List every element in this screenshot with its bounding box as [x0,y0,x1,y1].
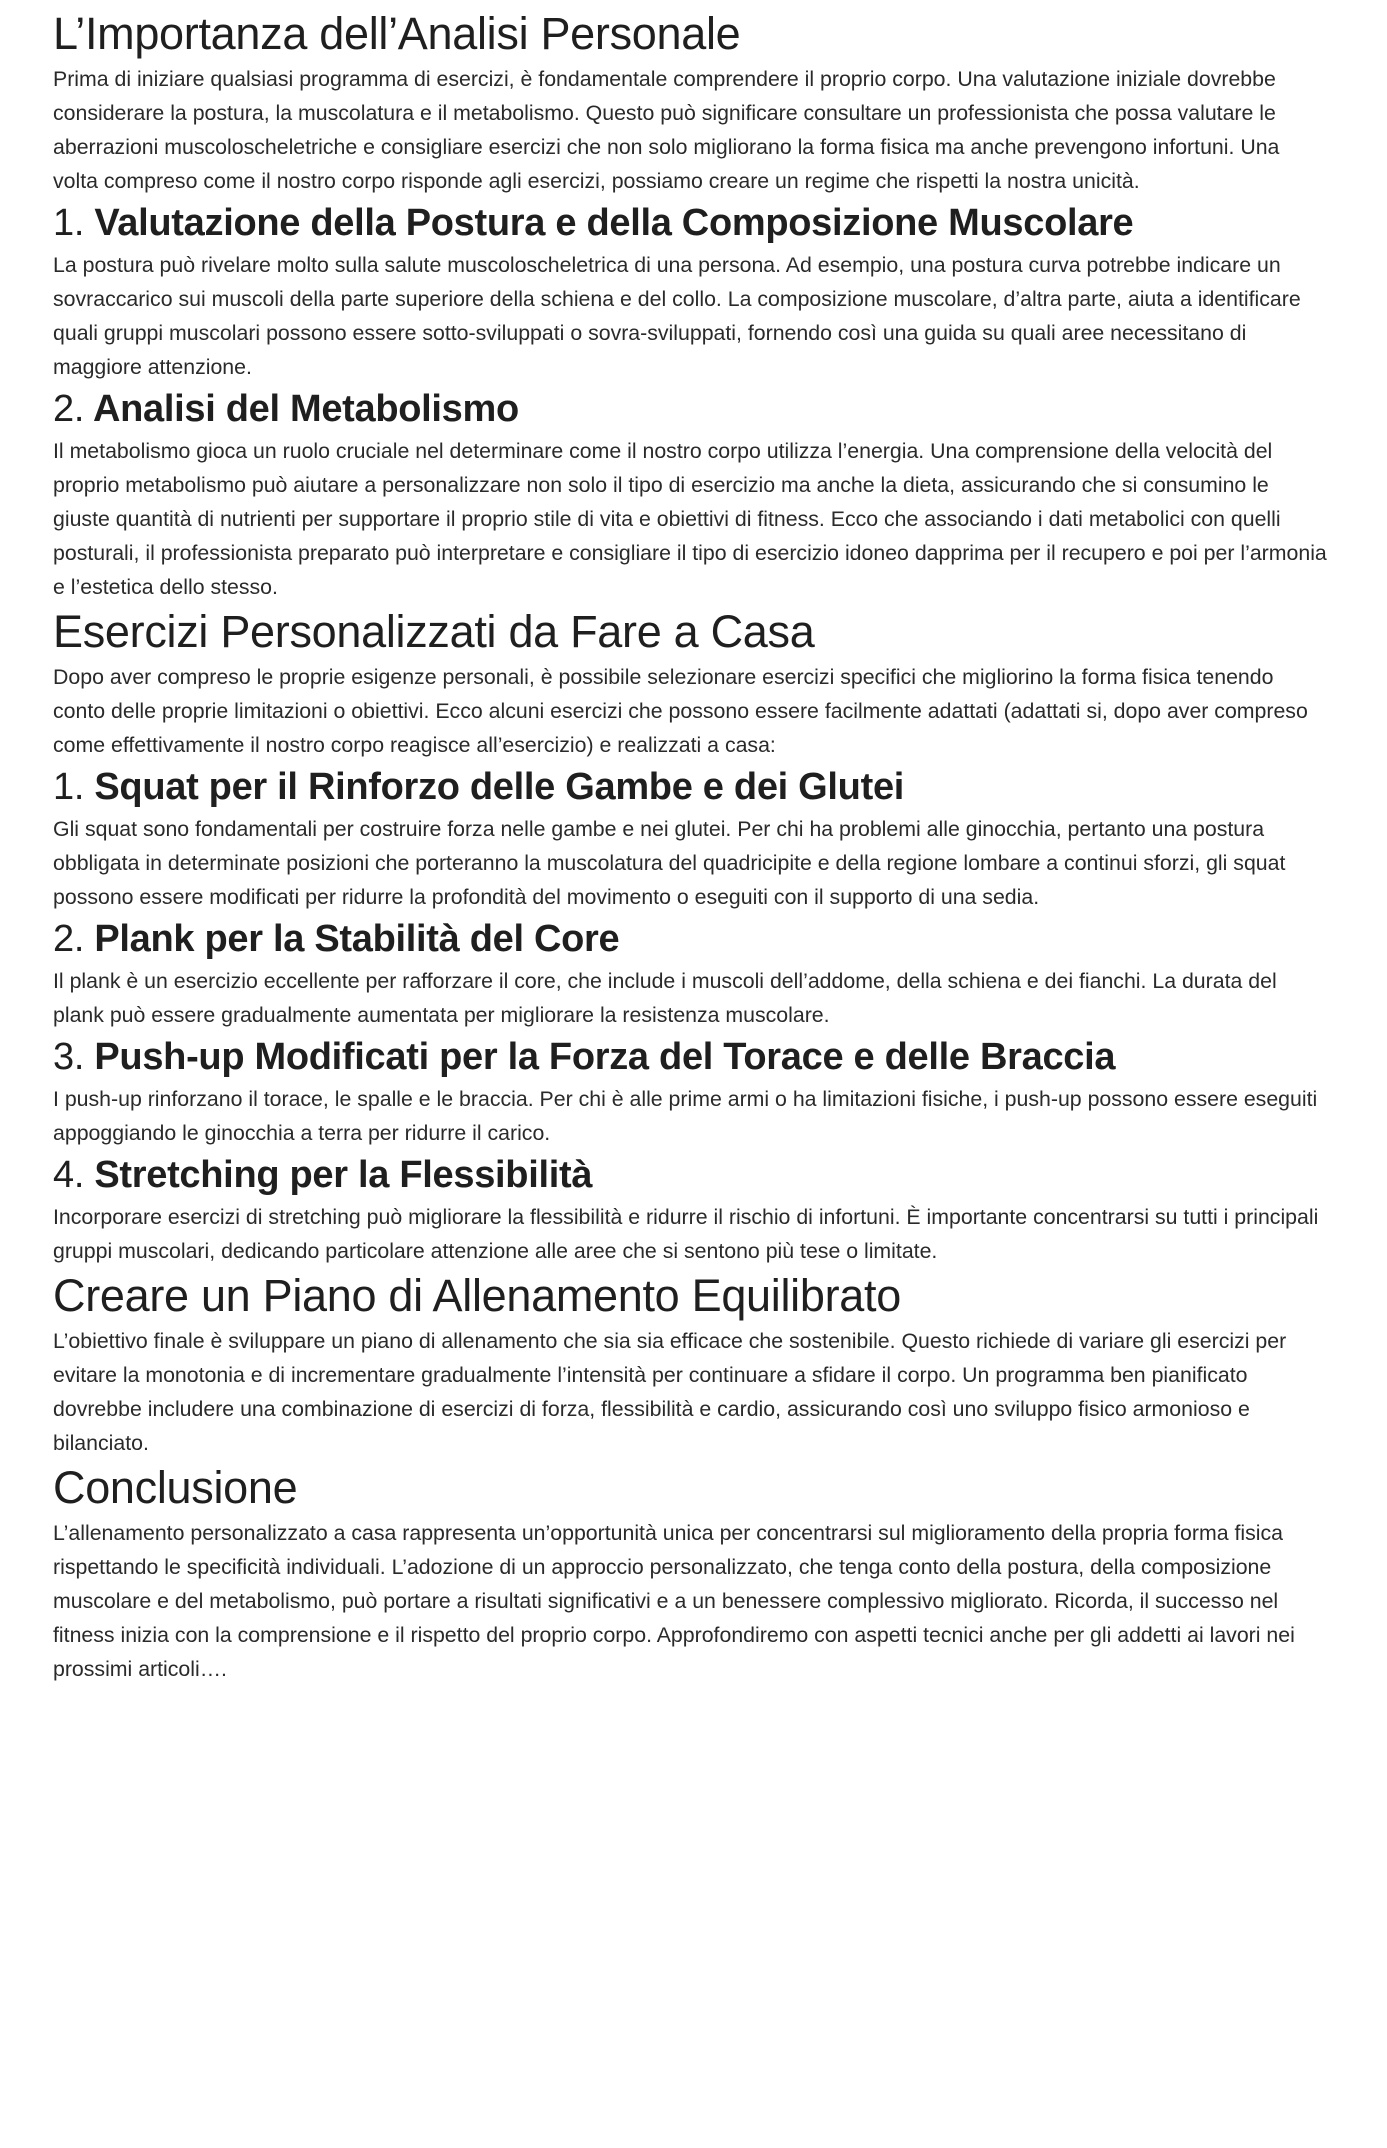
heading-stretching [53,1150,1327,1200]
heading-number: 4. [53,1154,85,1196]
heading-squat [53,762,1327,812]
plank-paragraph: Il plank è un esercizio eccellente per rafforzare il core, che include i muscoli dell’addome, della schiena e dei fianchi. La durata del plank può essere gradualmente aumentata per migliorare la resistenza muscolare. [53,969,1277,1027]
heading-text: Push-up Modificati per la Forza del Torace e delle Braccia [94,1036,1116,1078]
squat-paragraph: Gli squat sono fondamentali per costruire forza nelle gambe e nei glutei. Per chi ha problemi alle ginocchia, pertanto una postura obbligata in determinate posizioni che porteranno la muscolatura del quadricipite e della regione lombare a continui sforzi, gli squat possono essere modificati per ridurre la profondità del movimento o eseguiti con il supporto di una sedia. [53,817,1286,909]
push-up-paragraph: I push-up rinforzano il torace, le spalle e le braccia. Per chi è alle prime armi o ha limitazioni fisiche, i push-up possono essere eseguiti appoggiando le ginocchia a terra per ridurre il carico. [53,1087,1318,1145]
posture-paragraph: La postura può rivelare molto sulla salute muscoloscheletrica di una persona. Ad esempio, una postura curva potrebbe indicare un sovraccarico sui muscoli della parte superiore della schiena e del collo. La composizione muscolare, d’altra parte, aiuta a identificare quali gruppi muscolari possono essere sotto-sviluppati o sovra-sviluppati, fornendo così una guida su quali aree necessitano di maggiore attenzione. [53,253,1301,379]
heading-home-exercises: Esercizi Personalizzati da Fare a Casa [53,606,815,657]
conclusion-paragraph: L’allenamento personalizzato a casa rappresenta un’opportunità unica per concentrarsi sul miglioramento della propria forma fisica rispettando le specificità individuali. L’adozione di un approccio personalizzato, che tenga conto della postura, della composizione muscolare e del metabolismo, può portare a risultati significativi e a un benessere complessivo migliorato. Ricorda, il successo nel fitness inizia con la comprensione e il rispetto del proprio corpo. Approfondiremo con aspetti tecnici anche per gli addetti ai lavori nei prossimi articoli…. [53,1521,1295,1681]
heading-text: Analisi del Metabolismo [92,388,519,430]
training-plan-paragraph: L’obiettivo finale è sviluppare un piano di allenamento che sia sia efficace che sostenibile. Questo richiede di variare gli esercizi per evitare la monotonia e di incrementare gradualmente l’intensità per continuare a sfidare il corpo. Un programma ben pianificato dovrebbe includere una combinazione di esercizi di forza, flessibilità e cardio, assicurando così uno sviluppo fisico armonioso e bilanciato. [53,1329,1287,1455]
heading-text: Stretching per la Flessibilità [94,1154,593,1196]
heading-number: 1. [53,202,85,244]
heading-text: Squat per il Rinforzo delle Gambe e dei Glutei [94,766,905,808]
metabolism-paragraph: Il metabolismo gioca un ruolo cruciale nel determinare come il nostro corpo utilizza l’energia. Una comprensione della velocità del proprio metabolismo può aiutare a personalizzare non solo il tipo di esercizio ma anche la dieta, assicurando che si consumino le giuste quantità di nutrienti per supportare il proprio stile di vita e obiettivi di fitness. Ecco che associando i dati metabolici con quelli posturali, il professionista preparato può interpretare e consigliare il tipo di esercizio idoneo dapprima per il recupero e poi per l’armonia e l’estetica dello stesso. [53,439,1327,599]
stretching-paragraph: Incorporare esercizi di stretching può migliorare la flessibilità e ridurre il rischio di infortuni. È importante concentrarsi su tutti i principali gruppi muscolari, dedicando particolare attenzione alle aree che si sentono più tese o limitate. [53,1205,1319,1263]
heading-metabolism-analysis [53,384,1327,434]
heading-text: Plank per la Stabilità del Core [94,918,620,960]
heading-text: Valutazione della Postura e della Composizione Muscolare [94,202,1134,244]
heading-number: 3. [53,1036,85,1078]
heading-conclusion: Conclusione [53,1462,298,1513]
heading-number: 1. [53,766,85,808]
intro-paragraph: Prima di iniziare qualsiasi programma di esercizi, è fondamentale comprendere il proprio corpo. Una valutazione iniziale dovrebbe considerare la postura, la muscolatura e il metabolismo. Questo può significare consultare un professionista che possa valutare le aberrazioni muscoloscheletriche e consigliare esercizi che non solo migliorano la forma fisica ma anche prevengono infortuni. Una volta compreso come il nostro corpo risponde agli esercizi, possiamo creare un regime che rispetti la nostra unicità. [53,67,1280,193]
heading-push-up [53,1032,1327,1082]
heading-number: 2. [53,918,85,960]
heading-posture-evaluation [53,198,1327,248]
heading-personal-analysis: L’Importanza dell’Analisi Personale [53,8,741,59]
heading-training-plan: Creare un Piano di Allenamento Equilibrato [53,1270,901,1321]
home-exercises-paragraph: Dopo aver compreso le proprie esigenze personali, è possibile selezionare esercizi specifici che migliorino la forma fisica tenendo conto delle proprie limitazioni o obiettivi. Ecco alcuni esercizi che possono essere facilmente adattati (adattati si, dopo aver compreso come effettivamente il nostro corpo reagisce all’esercizio) e realizzati a casa: [53,665,1308,757]
heading-plank [53,914,1327,964]
heading-number: 2. [53,388,85,430]
